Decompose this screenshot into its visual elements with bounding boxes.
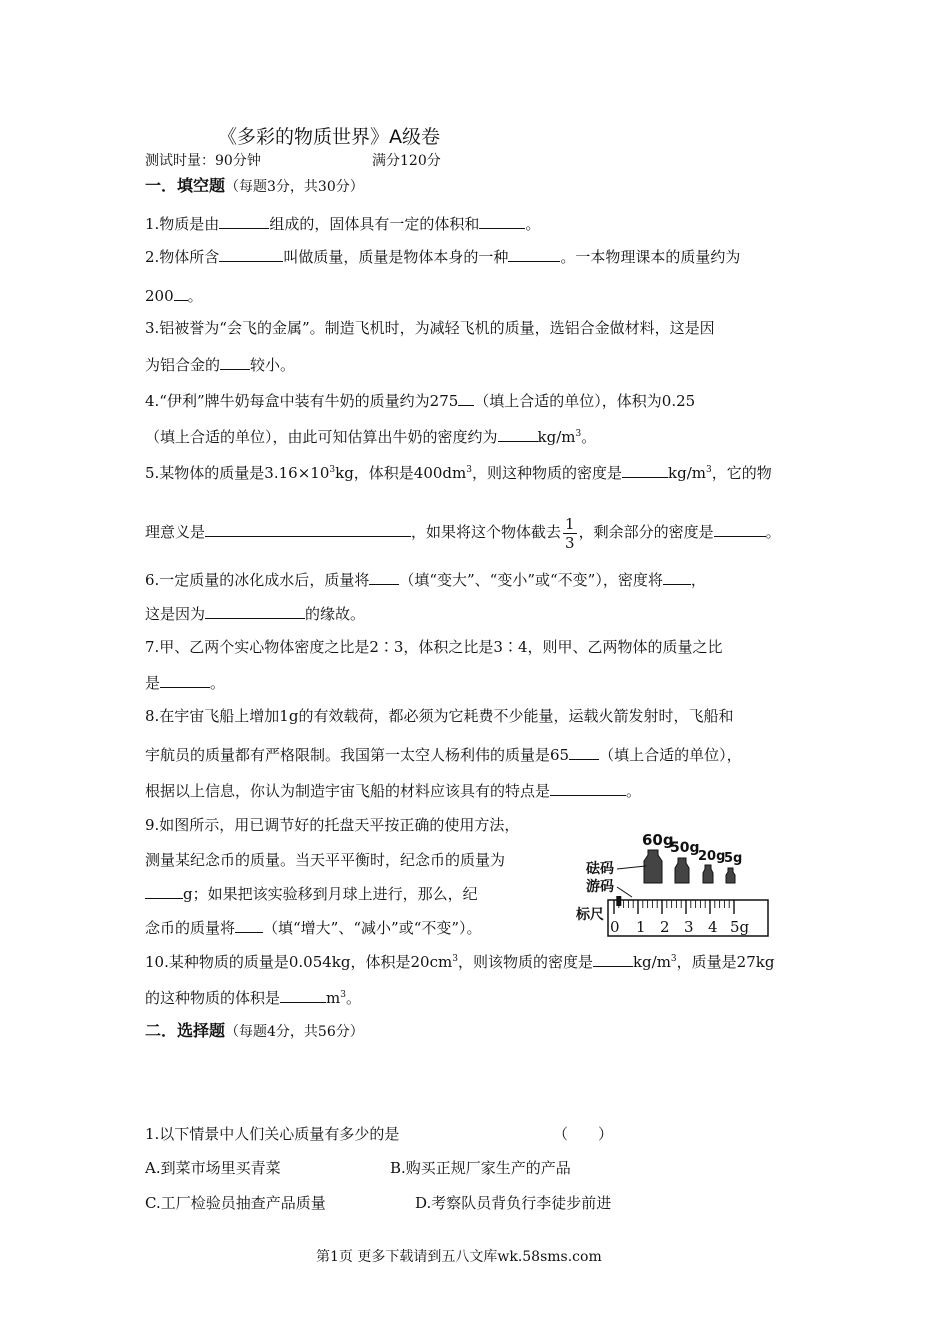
tick-label-0: 0	[610, 918, 620, 936]
section2-title: 二．选择题	[145, 1021, 226, 1040]
tick-label-2: 2	[660, 918, 670, 936]
q10-sup-2: 3	[670, 954, 677, 964]
page-footer: 第1页 更多下载请到五八文库wk.58sms.com	[316, 1249, 602, 1265]
tick-label-5g: 5g	[730, 918, 750, 936]
q8-blank-2[interactable]	[550, 779, 626, 796]
question-8-line-3	[145, 779, 641, 801]
weight-5g-icon	[726, 868, 735, 883]
question-8-line-2	[145, 743, 742, 765]
question-4-line-2	[145, 425, 596, 447]
q5-text-h: ，剩余部分的密度是	[578, 523, 714, 541]
q3-blank[interactable]	[220, 353, 250, 370]
question-10-line-1	[145, 950, 774, 972]
mc1-option-c[interactable]: C.工厂检验员抽查产品质量	[145, 1194, 326, 1212]
q6-text-a: 6.一定质量的冰化成水后，质量将	[145, 571, 370, 589]
question-9-line-4	[145, 916, 482, 938]
weight-60g-icon	[644, 850, 662, 883]
q7-text-c: 。	[210, 674, 226, 692]
q2-blank-2[interactable]	[508, 245, 560, 262]
q10-blank-2[interactable]	[280, 986, 326, 1003]
q10-text-d: ，质量是27kg	[676, 953, 775, 971]
question-2-line-1	[145, 245, 740, 267]
q6-text-d: 这是因为	[145, 605, 206, 623]
rider-marker	[616, 896, 621, 906]
tick-label-3: 3	[684, 918, 694, 936]
mc1-answer-bracket[interactable]: （ ）	[553, 1125, 614, 1143]
q8-text-c: （填上合适的单位），	[599, 746, 742, 764]
question-2-line-2	[145, 284, 203, 306]
section2-heading	[145, 1021, 364, 1042]
question-1	[145, 212, 540, 234]
q5-text-d: kg/m	[668, 464, 706, 482]
q4-text-e: 。	[581, 428, 597, 446]
q10-text-e: 的这种物质的体积是	[145, 989, 281, 1007]
fraction-numerator: 1	[565, 514, 575, 533]
q1-blank-1[interactable]	[219, 212, 269, 229]
tick-label-4: 4	[708, 918, 718, 936]
q10-text-a: 10.某种物质的质量是0.054kg，体积是20cm	[145, 953, 453, 971]
q6-text-c: ，	[690, 571, 706, 589]
rider-label: 游码	[586, 879, 614, 895]
q8-text-b: 宇航员的质量都有严格限制。我国第一太空人杨利伟的质量是65	[145, 746, 570, 764]
q7-blank[interactable]	[160, 671, 210, 688]
balance-figure	[572, 830, 772, 940]
weight-label-20g: 20g	[698, 849, 726, 864]
page-title: 《多彩的物质世界》A级卷	[218, 126, 440, 148]
q10-blank-1[interactable]	[593, 950, 633, 967]
mc1-question: 1.以下情景中人们关心质量有多少的是	[145, 1125, 400, 1143]
q2-text-e: 。	[187, 287, 203, 305]
question-5-line-1	[145, 461, 772, 483]
q5-text-e: ，它的物	[711, 464, 772, 482]
q5-text-b: kg，体积是400dm	[335, 464, 467, 482]
q5-text-a: 5.某物体的质量是3.16×10	[145, 464, 330, 482]
mc1-option-a[interactable]: A.到菜市场里买青菜	[145, 1159, 281, 1177]
section1-heading	[145, 176, 364, 197]
q6-blank-3[interactable]	[205, 602, 305, 619]
q5-sup-2: 3	[466, 465, 472, 475]
question-9-line-2: 测量某纪念币的质量。当天平平衡时，纪念币的质量为	[145, 851, 506, 869]
weight-label-50g: 50g	[670, 840, 700, 856]
q8-text-d: 根据以上信息，你认为制造宇宙飞船的材料应该具有的特点是	[145, 782, 551, 800]
question-3-line-1: 3.铝被誉为“会飞的金属”。制造飞机时，为减轻飞机的质量，选铝合金做材料，这是因	[145, 319, 715, 337]
q5-text-g: ，如果将这个物体截去	[411, 523, 562, 541]
q4-blank-2[interactable]	[498, 425, 538, 442]
q9-blank-1[interactable]	[145, 882, 183, 899]
q5-blank-3[interactable]	[714, 520, 766, 537]
weights-leader-line	[617, 866, 646, 869]
q4-text-c: （填上合适的单位），由此可知估算出牛奶的密度约为	[145, 428, 498, 446]
section1-note: （每题3分，共30分）	[225, 179, 364, 195]
one-third-fraction	[563, 515, 577, 552]
q9-text-c: g；如果把该实验移到月球上进行，那么，纪	[183, 885, 478, 903]
q1-text-b: 组成的，固体具有一定的体积和	[269, 215, 480, 233]
full-score: 满分120分	[372, 153, 441, 169]
weight-20g-icon	[703, 865, 713, 883]
question-5-line-2	[145, 510, 781, 554]
q10-text-g: 。	[345, 989, 361, 1007]
q4-blank-1[interactable]	[458, 389, 474, 406]
q1-text-a: 1.物质是由	[145, 215, 220, 233]
q6-blank-2[interactable]	[663, 568, 691, 585]
mc1-option-d[interactable]: D.考察队员背负行李徒步前进	[415, 1194, 612, 1212]
section1-title: 一．填空题	[145, 176, 226, 195]
q2-blank-1[interactable]	[219, 245, 283, 262]
q5-text-i: 。	[765, 523, 781, 541]
question-3-line-2	[145, 353, 295, 375]
question-8-line-1: 8.在宇宙飞船上增加1g的有效载荷，都必须为它耗费不少能量，运载火箭发射时，飞船和	[145, 707, 734, 725]
weights-label: 砝码	[586, 861, 614, 877]
q2-text-a: 2.物体所含	[145, 248, 220, 266]
question-7-line-1: 7.甲、乙两个实心物体密度之比是2∶3，体积之比是3∶4，则甲、乙两物体的质量之比	[145, 638, 723, 656]
q5-sup-1: 3	[329, 465, 336, 475]
scale-label: 标尺	[576, 907, 604, 923]
weight-label-5g: 5g	[724, 851, 743, 866]
question-6-line-2	[145, 602, 365, 624]
q1-text-c: 。	[525, 215, 541, 233]
rider-leader-line	[617, 887, 632, 897]
fraction-denominator: 3	[565, 533, 575, 552]
q4-text-d: kg/m	[537, 428, 576, 446]
q2-text-c: 。一本物理课本的质量约为	[560, 248, 741, 266]
question-9-line-3	[145, 882, 478, 904]
q6-text-e: 的缘故。	[305, 605, 366, 623]
q5-text-f: 理意义是	[145, 523, 206, 541]
weight-50g-icon	[675, 858, 689, 883]
q4-text-b: （填上合适的单位），体积为0.25	[474, 392, 696, 410]
q1-blank-2[interactable]	[479, 212, 525, 229]
q10-text-f: m	[326, 989, 341, 1007]
q4-sup: 3	[575, 429, 582, 439]
q8-text-e: 。	[626, 782, 642, 800]
q9-text-e: （填“增大”、“减小”或“不变”）。	[263, 919, 482, 937]
q5-blank-1[interactable]	[622, 461, 668, 478]
q5-text-c: ，则这种物质的密度是	[472, 464, 623, 482]
section2-note: （每题4分，共56分）	[225, 1024, 364, 1040]
q5-sup-3: 3	[705, 465, 712, 475]
q2-blank-3[interactable]	[174, 284, 188, 301]
mc1-option-b[interactable]: B.购买正规厂家生产的产品	[390, 1159, 571, 1177]
q10-sup-1: 3	[452, 954, 458, 964]
question-7-line-2	[145, 671, 225, 693]
q3-text-c: 较小。	[250, 356, 296, 374]
q2-text-d: 200	[145, 287, 174, 305]
q6-text-b: （填“变大”、“变小”或“不变”），密度将	[399, 571, 663, 589]
q9-text-d: 念币的质量将	[145, 919, 236, 937]
tick-label-1: 1	[636, 918, 646, 936]
q10-text-c: kg/m	[632, 953, 671, 971]
q8-blank-1[interactable]	[569, 743, 599, 760]
q7-text-b: 是	[145, 674, 161, 692]
q2-text-b: 叫做质量，质量是物体本身的一种	[283, 248, 509, 266]
q6-blank-1[interactable]	[369, 568, 399, 585]
q9-blank-2[interactable]	[235, 916, 263, 933]
weight-label-60g: 60g	[642, 831, 674, 849]
test-time: 测试时量：90分钟	[145, 153, 261, 169]
q10-sup-3: 3	[340, 990, 346, 1000]
question-4-line-1	[145, 389, 695, 411]
q4-text-a: 4.“伊利”牌牛奶每盒中装有牛奶的质量约为275	[145, 392, 459, 410]
q5-blank-2[interactable]	[205, 520, 411, 537]
question-9-line-1: 9.如图所示，用已调节好的托盘天平按正确的使用方法，	[145, 816, 520, 834]
question-10-line-2	[145, 986, 361, 1008]
question-6-line-1	[145, 568, 706, 590]
q10-text-b: ，则该物质的密度是	[457, 953, 593, 971]
q3-text-b: 为铝合金的	[145, 356, 221, 374]
